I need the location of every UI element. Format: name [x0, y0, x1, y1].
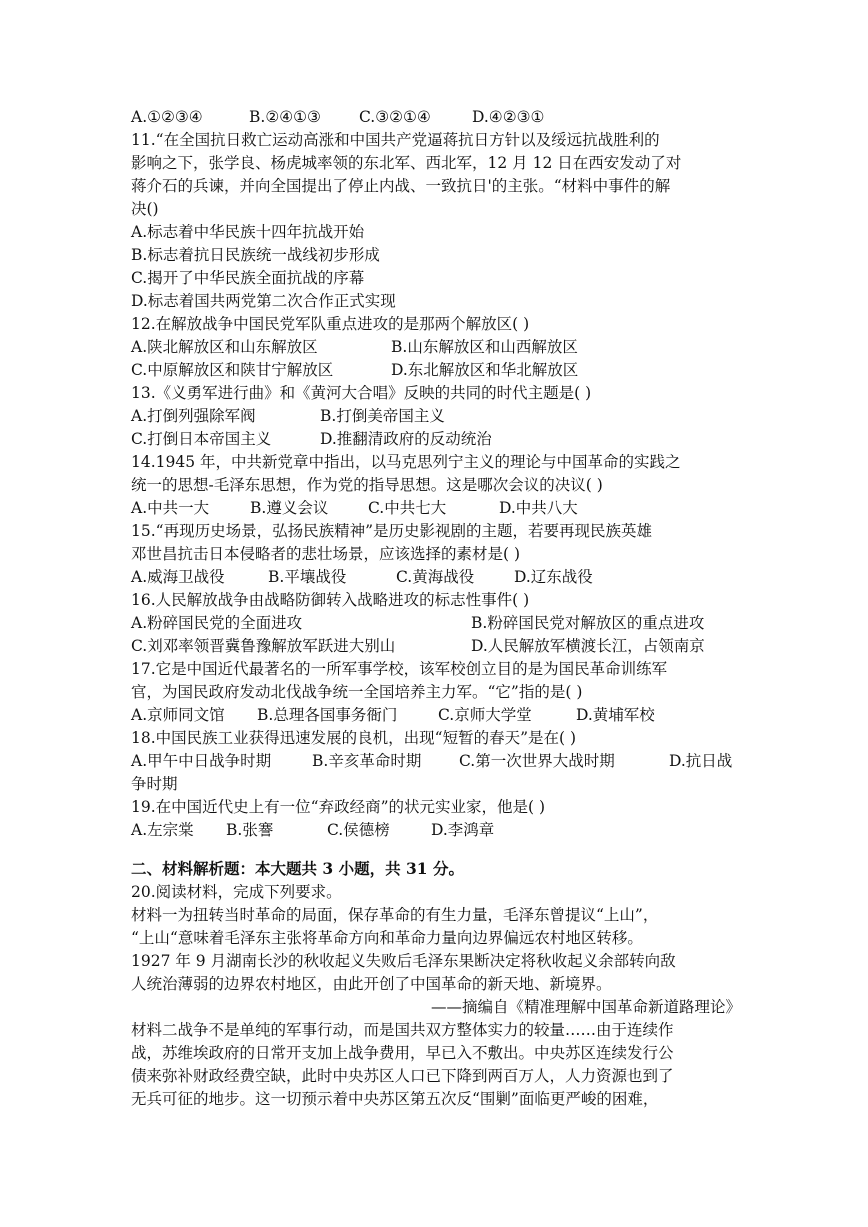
q18-option-b: B.辛亥革命时期 [312, 752, 422, 770]
q18-option-d: D.抗日战 [669, 752, 733, 770]
q14-stem-line: 14.1945 年，中共新党章中指出，以马克思列宁主义的理论与中国革命的实践之 [131, 453, 681, 471]
q13-stem: 13.《义勇军进行曲》和《黄河大合唱》反映的共同的时代主题是( ) [131, 384, 592, 402]
q12-option-a: A.陕北解放区和山东解放区 [131, 338, 318, 356]
material2-line: 战，苏维埃政府的日常开支加上战争费用，早已入不敷出。中央苏区连续发行公 [131, 1044, 674, 1062]
q17-option-a: A.京师同文馆 [131, 706, 225, 724]
q17-stem-line: 官，为国民政府发动北伐战争统一全国培养主力军。“它”指的是( ) [131, 683, 583, 701]
q16-option-a: A.粉碎国民党的全面进攻 [131, 614, 303, 632]
q14-option-b: B.遵义会议 [250, 499, 329, 517]
q18-option-a: A.甲午中日战争时期 [131, 752, 272, 770]
q15-option-b: B.平壤战役 [268, 568, 347, 586]
q16-option-c: C.刘邓率领晋冀鲁豫解放军跃进大别山 [131, 637, 396, 655]
q11-option-c: C.揭开了中华民族全面抗战的序幕 [131, 269, 365, 287]
q10-option-c: C.③②①④ [359, 108, 431, 126]
section-heading: 二、材料解析题：本大题共 3 小题，共 31 分。 [131, 859, 464, 878]
q11-stem-line: 影响之下，张学良、杨虎城率领的东北军、西北军，12 月 12 日在西安发动了对 [131, 154, 682, 172]
q13-options-row [131, 405, 741, 427]
q15-stem-line: 15.“再现历史场景，弘扬民族精神”是历史影视剧的主题，若要再现民族英雄 [131, 522, 653, 540]
q18-options [131, 750, 741, 772]
q16-option-d: D.人民解放军横渡长江，占领南京 [471, 637, 705, 655]
q12-option-d: D.东北解放区和华北解放区 [391, 361, 579, 379]
q15-option-a: A.威海卫战役 [131, 568, 225, 586]
q10-option-b: B.②④①③ [249, 108, 321, 126]
q19-option-d: D.李鸿章 [431, 821, 495, 839]
material1-line: 材料一为扭转当时革命的局面，保存革命的有生力量，毛泽东曾提议“上山”， [131, 906, 659, 924]
q13-option-d: D.推翻清政府的反动统治 [320, 430, 492, 448]
q17-option-c: C.京师大学堂 [438, 706, 532, 724]
q19-stem: 19.在中国近代史上有一位“弃政经商”的状元实业家，他是( ) [131, 798, 546, 816]
q19-option-b: B.张謇 [226, 821, 274, 839]
q14-options [131, 497, 741, 519]
q19-options [131, 819, 741, 841]
material2-line: 材料二战争不是单纯的军事行动，而是国共双方整体实力的较量……由于连续作 [131, 1021, 674, 1039]
q10-options [131, 106, 741, 128]
q19-option-c: C.侯德榜 [327, 821, 390, 839]
material2-line: 无兵可征的地步。这一切预示着中央苏区第五次反“围剿”面临更严峻的困难， [131, 1090, 659, 1108]
q14-option-c: C.中共七大 [368, 499, 447, 517]
q11-stem-line: 蒋介石的兵谏，并向全国提出了停止内战、一致抗日'的主张。“材料中事件的解 [131, 177, 671, 195]
q17-option-d: D.黄埔军校 [576, 706, 655, 724]
q15-options [131, 566, 741, 588]
q20-stem: 20.阅读材料，完成下列要求。 [131, 883, 342, 901]
q13-option-a: A.打倒列强除军阀 [131, 407, 256, 425]
q12-options-row [131, 336, 741, 358]
q16-options-row [131, 635, 741, 657]
q14-option-a: A.中共一大 [131, 499, 210, 517]
q12-stem: 12.在解放战争中国民党军队重点进攻的是那两个解放区( ) [131, 315, 530, 333]
q11-option-d: D.标志着国共两党第二次合作正式实现 [131, 292, 396, 310]
q10-option-d: D.④②③① [472, 108, 545, 126]
q15-option-d: D.辽东战役 [514, 568, 593, 586]
material1-source: ——摘编自《精准理解中国革命新道路理论》 [430, 998, 741, 1016]
q18-stem: 18.中国民族工业获得迅速发展的良机，出现“短暂的春天”是在( ) [131, 729, 577, 747]
material2-line: 债来弥补财政经费空缺，此时中央苏区人口已下降到两百万人，人力资源也到了 [131, 1067, 674, 1085]
q16-option-b: B.粉碎国民党对解放区的重点进攻 [471, 614, 705, 632]
q11-option-b: B.标志着抗日民族统一战线初步形成 [131, 246, 380, 264]
material1-line: “上山“意味着毛泽东主张将革命方向和革命力量向边界偏远农村地区转移。 [131, 929, 643, 947]
q17-option-b: B.总理各国事务衙门 [257, 706, 398, 724]
q11-stem-line: 11.“在全国抗日救亡运动高涨和中国共产党逼蒋抗日方针以及绥远抗战胜利的 [131, 131, 660, 149]
q12-option-b: B.山东解放区和山西解放区 [391, 338, 578, 356]
q17-stem-line: 17.它是中国近代最著名的一所军事学校，该军校创立目的是为国民革命训练军 [131, 660, 668, 678]
q18-option-d-wrap: 争时期 [131, 775, 178, 793]
q17-options [131, 704, 741, 726]
q18-option-c: C.第一次世界大战时期 [459, 752, 615, 770]
q13-option-b: B.打倒美帝国主义 [320, 407, 445, 425]
q14-stem-line: 统一的思想-毛泽东思想，作为党的指导思想。这是哪次会议的决议( ) [131, 476, 603, 494]
q15-option-c: C.黄海战役 [396, 568, 475, 586]
q13-options-row [131, 428, 741, 450]
q11-stem-line: 决() [131, 200, 159, 218]
material1-line: 1927 年 9 月湖南长沙的秋收起义失败后毛泽东果断决定将秋收起义余部转向敌 [131, 952, 676, 970]
q19-option-a: A.左宗棠 [131, 821, 194, 839]
q15-stem-line: 邓世昌抗击日本侵略者的悲壮场景，应该选择的素材是( ) [131, 545, 521, 563]
q16-stem: 16.人民解放战争由战略防御转入战略进攻的标志性事件( ) [131, 591, 530, 609]
q12-options-row [131, 359, 741, 381]
q14-option-d: D.中共八大 [499, 499, 578, 517]
q10-option-a: A.①②③④ [131, 108, 203, 126]
q16-options-row [131, 612, 741, 634]
q13-option-c: C.打倒日本帝国主义 [131, 430, 272, 448]
material1-line: 人统治薄弱的边界农村地区，由此开创了中国革命的新天地、新境界。 [131, 975, 612, 993]
q12-option-c: C.中原解放区和陕甘宁解放区 [131, 361, 334, 379]
q11-option-a: A.标志着中华民族十四年抗战开始 [131, 223, 365, 241]
